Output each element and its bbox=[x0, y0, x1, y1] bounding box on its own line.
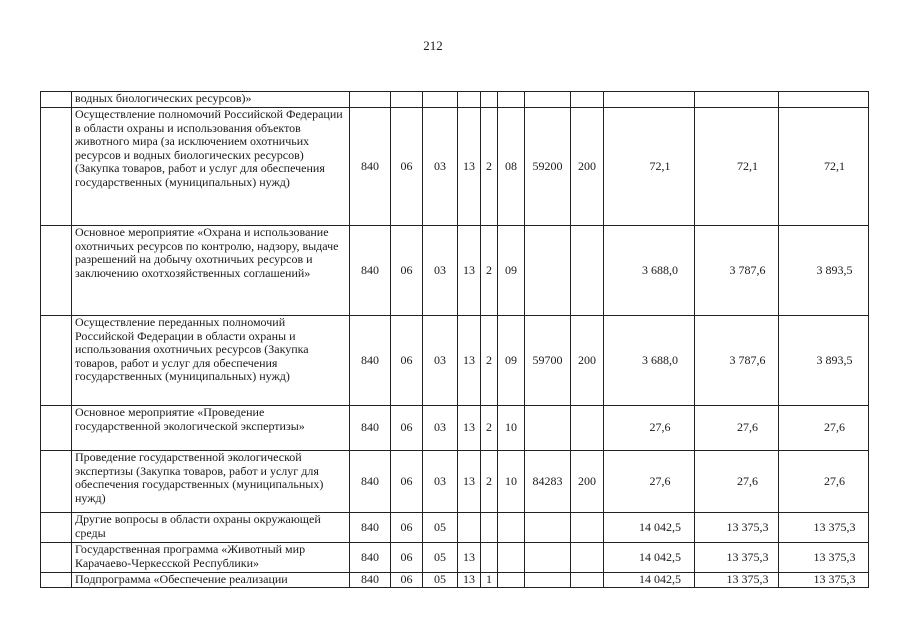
item-name: Основное мероприятие «Охрана и использование охотничьих ресурсов по контролю, надзору, выдаче разрешений на добычу охотничьих ресурсов и заключению охотхозяйственных соглашений» bbox=[72, 226, 350, 316]
row-margin-cell bbox=[41, 513, 72, 543]
code-section: 06 bbox=[391, 513, 423, 543]
table-row bbox=[41, 316, 869, 406]
code-program: 13 bbox=[458, 406, 481, 451]
code-subprogram: 2 bbox=[481, 316, 498, 406]
code-ministry: 840 bbox=[350, 406, 391, 451]
code-subprogram: 2 bbox=[481, 406, 498, 451]
code-subprogram bbox=[481, 92, 498, 108]
code-program: 13 bbox=[458, 316, 481, 406]
code-section: 06 bbox=[391, 543, 423, 573]
code-ministry: 840 bbox=[350, 543, 391, 573]
item-name: Подпрограмма «Обеспечение реализации bbox=[72, 573, 350, 588]
amount-year2: 13 375,3 bbox=[695, 543, 779, 573]
code-subsection: 03 bbox=[423, 226, 458, 316]
code-section: 06 bbox=[391, 226, 423, 316]
code-section: 06 bbox=[391, 316, 423, 406]
code-subsection: 03 bbox=[423, 406, 458, 451]
code-expense-type bbox=[571, 406, 604, 451]
code-section bbox=[391, 92, 423, 108]
row-margin-cell bbox=[41, 451, 72, 513]
code-event: 09 bbox=[498, 226, 525, 316]
item-name: Осуществление полномочий Российской Федерации в области охраны и использования объектов животного мира (за исключением охотничьих ресурсов и водных биологических ресурсов) (Закупка товаров, работ и услуг для обеспечения государственных (муниципальных) нужд) bbox=[72, 108, 350, 226]
code-subprogram: 2 bbox=[481, 226, 498, 316]
table-row bbox=[41, 451, 869, 513]
code-program: 13 bbox=[458, 108, 481, 226]
row-margin-cell bbox=[41, 573, 72, 588]
item-name: Государственная программа «Животный мир Карачаево-Черкесской Республики» bbox=[72, 543, 350, 573]
budget-table bbox=[40, 91, 869, 588]
item-name: Осуществление переданных полномочий Российской Федерации в области охраны и использования охотничьих ресурсов (Закупка товаров, работ и услуг для обеспечения государственных (муниципальных) нужд) bbox=[72, 316, 350, 406]
amount-year1: 3 688,0 bbox=[604, 226, 695, 316]
code-direction: 59700 bbox=[525, 316, 571, 406]
table-row bbox=[41, 108, 869, 226]
code-program: 13 bbox=[458, 573, 481, 588]
code-subsection: 03 bbox=[423, 108, 458, 226]
amount-year3: 27,6 bbox=[779, 451, 869, 513]
amount-year1: 27,6 bbox=[604, 406, 695, 451]
code-subprogram bbox=[481, 513, 498, 543]
code-program: 13 bbox=[458, 226, 481, 316]
code-direction: 84283 bbox=[525, 451, 571, 513]
page-number: 212 bbox=[423, 38, 443, 53]
item-name: Основное мероприятие «Проведение государственной экологической экспертизы» bbox=[72, 406, 350, 451]
code-expense-type: 200 bbox=[571, 108, 604, 226]
table-row bbox=[41, 92, 869, 108]
code-event: 10 bbox=[498, 451, 525, 513]
code-subprogram: 2 bbox=[481, 108, 498, 226]
amount-year2: 72,1 bbox=[695, 108, 779, 226]
code-event bbox=[498, 92, 525, 108]
code-subprogram: 2 bbox=[481, 451, 498, 513]
code-event: 09 bbox=[498, 316, 525, 406]
code-section: 06 bbox=[391, 451, 423, 513]
code-program bbox=[458, 92, 481, 108]
amount-year3 bbox=[779, 92, 869, 108]
amount-year1: 14 042,5 bbox=[604, 573, 695, 588]
code-direction: 59200 bbox=[525, 108, 571, 226]
code-expense-type: 200 bbox=[571, 451, 604, 513]
row-margin-cell bbox=[41, 316, 72, 406]
code-subsection: 05 bbox=[423, 573, 458, 588]
code-expense-type bbox=[571, 543, 604, 573]
code-event: 08 bbox=[498, 108, 525, 226]
code-direction bbox=[525, 573, 571, 588]
code-ministry: 840 bbox=[350, 226, 391, 316]
item-name: Другие вопросы в области охраны окружающей среды bbox=[72, 513, 350, 543]
amount-year3: 72,1 bbox=[779, 108, 869, 226]
code-subsection: 05 bbox=[423, 543, 458, 573]
code-program bbox=[458, 513, 481, 543]
code-direction bbox=[525, 513, 571, 543]
item-name: Проведение государственной экологической экспертизы (Закупка товаров, работ и услуг для обеспечения государственных (муниципальных) нужд) bbox=[72, 451, 350, 513]
code-expense-type bbox=[571, 92, 604, 108]
amount-year1: 27,6 bbox=[604, 451, 695, 513]
row-margin-cell bbox=[41, 226, 72, 316]
code-section: 06 bbox=[391, 573, 423, 588]
code-event bbox=[498, 573, 525, 588]
code-subsection bbox=[423, 92, 458, 108]
code-event bbox=[498, 513, 525, 543]
amount-year2: 27,6 bbox=[695, 406, 779, 451]
row-margin-cell bbox=[41, 406, 72, 451]
code-expense-type bbox=[571, 573, 604, 588]
row-margin-cell bbox=[41, 92, 72, 108]
code-event bbox=[498, 543, 525, 573]
table-row bbox=[41, 513, 869, 543]
table-body bbox=[41, 92, 869, 588]
amount-year3: 13 375,3 bbox=[779, 543, 869, 573]
table-row bbox=[41, 226, 869, 316]
code-ministry: 840 bbox=[350, 316, 391, 406]
code-program: 13 bbox=[458, 451, 481, 513]
amount-year1: 72,1 bbox=[604, 108, 695, 226]
amount-year3: 3 893,5 bbox=[779, 226, 869, 316]
code-subprogram bbox=[481, 543, 498, 573]
code-subsection: 03 bbox=[423, 316, 458, 406]
code-subprogram: 1 bbox=[481, 573, 498, 588]
code-ministry: 840 bbox=[350, 573, 391, 588]
amount-year2: 13 375,3 bbox=[695, 513, 779, 543]
code-program: 13 bbox=[458, 543, 481, 573]
amount-year2: 13 375,3 bbox=[695, 573, 779, 588]
amount-year2: 27,6 bbox=[695, 451, 779, 513]
amount-year3: 27,6 bbox=[779, 406, 869, 451]
code-direction bbox=[525, 92, 571, 108]
code-direction bbox=[525, 543, 571, 573]
code-section: 06 bbox=[391, 406, 423, 451]
code-ministry: 840 bbox=[350, 108, 391, 226]
code-expense-type: 200 bbox=[571, 316, 604, 406]
amount-year3: 3 893,5 bbox=[779, 316, 869, 406]
amount-year1: 14 042,5 bbox=[604, 513, 695, 543]
table-row bbox=[41, 406, 869, 451]
amount-year2: 3 787,6 bbox=[695, 226, 779, 316]
code-ministry bbox=[350, 92, 391, 108]
code-expense-type bbox=[571, 513, 604, 543]
code-direction bbox=[525, 406, 571, 451]
amount-year3: 13 375,3 bbox=[779, 573, 869, 588]
code-event: 10 bbox=[498, 406, 525, 451]
row-margin-cell bbox=[41, 543, 72, 573]
code-ministry: 840 bbox=[350, 451, 391, 513]
code-ministry: 840 bbox=[350, 513, 391, 543]
row-margin-cell bbox=[41, 108, 72, 226]
amount-year1: 3 688,0 bbox=[604, 316, 695, 406]
code-direction bbox=[525, 226, 571, 316]
amount-year3: 13 375,3 bbox=[779, 513, 869, 543]
table-row bbox=[41, 543, 869, 573]
amount-year2: 3 787,6 bbox=[695, 316, 779, 406]
code-section: 06 bbox=[391, 108, 423, 226]
code-expense-type bbox=[571, 226, 604, 316]
amount-year1: 14 042,5 bbox=[604, 543, 695, 573]
code-subsection: 03 bbox=[423, 451, 458, 513]
amount-year2 bbox=[695, 92, 779, 108]
amount-year1 bbox=[604, 92, 695, 108]
code-subsection: 05 bbox=[423, 513, 458, 543]
item-name: водных биологических ресурсов)» bbox=[72, 92, 350, 108]
table-row bbox=[41, 573, 869, 588]
